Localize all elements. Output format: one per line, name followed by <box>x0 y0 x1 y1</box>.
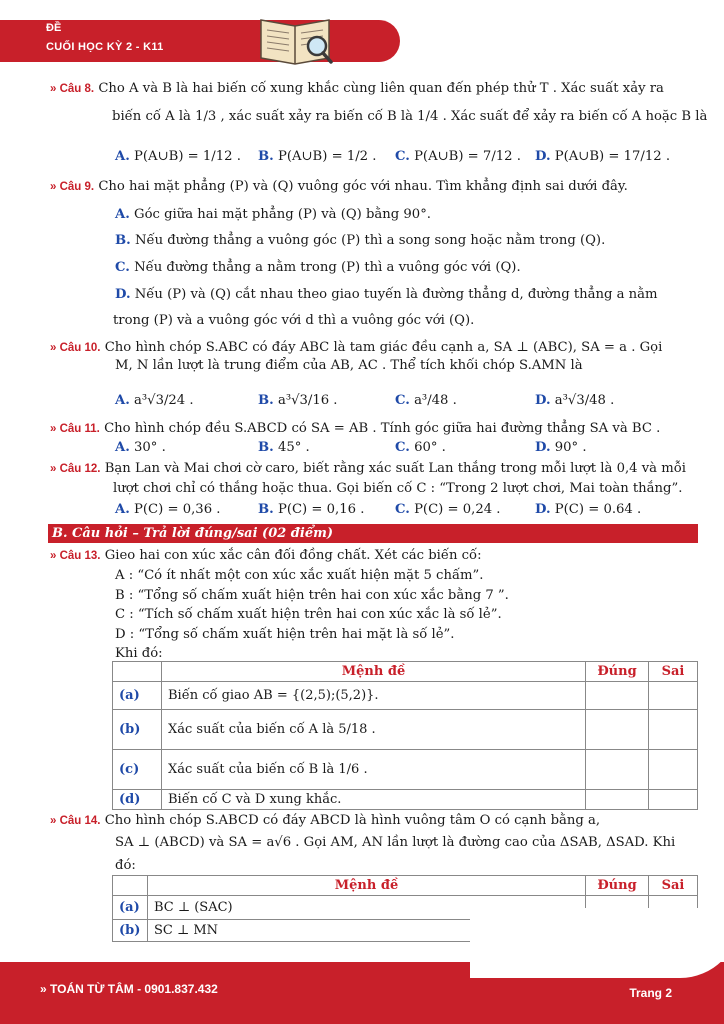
q9-option-c <box>115 257 521 278</box>
option-label: D. <box>535 502 551 517</box>
book-magnifier-icon <box>255 6 335 68</box>
option-text: P(A∪B) = 1/2 . <box>277 149 377 164</box>
option-text: P(C) = 0,24 . <box>414 502 501 517</box>
option-text: P(C) = 0,16 . <box>277 502 365 517</box>
q12-number: » Câu 12. <box>50 463 101 475</box>
q9-text: Cho hai mặt phẳng (P) và (Q) vuông góc với nhau. Tìm khẳng định sai dưới đây. <box>98 179 628 194</box>
option-text: 30° . <box>134 440 166 455</box>
q10-option-c <box>395 390 457 411</box>
option-text: P(C) = 0.64 . <box>554 502 642 517</box>
table-row <box>113 750 698 790</box>
option-label: D. <box>115 287 131 302</box>
header-line2: CUỐI HỌC KỲ 2 - K11 <box>46 41 164 53</box>
q12-text1: Bạn Lan và Mai chơi cờ caro, biết rằng xác suất Lan thắng trong mỗi lượt là 0,4 và mỗi <box>104 461 687 476</box>
option-label: B. <box>258 440 274 455</box>
q13-event-b: B : “Tổng số chấm xuất hiện trên hai con xúc xắc bằng 7 ”. <box>115 588 509 603</box>
option-label: C. <box>395 393 410 408</box>
row-label: (a) <box>113 682 162 710</box>
q13-number: » Câu 13. <box>50 550 101 562</box>
q11-option-d <box>535 437 587 458</box>
true-cell[interactable] <box>586 710 649 750</box>
q13-event-a: A : “Có ít nhất một con xúc xắc xuất hiện mặt 5 chấm”. <box>115 568 484 583</box>
q12-option-b <box>258 499 364 520</box>
option-label: D. <box>535 393 551 408</box>
true-cell[interactable] <box>586 790 649 810</box>
q12-text2: lượt chơi chỉ có thắng hoặc thua. Gọi biến cố C : “Trong 2 lượt chơi, Mai toàn thắng”. <box>113 481 683 496</box>
option-text: 60° . <box>414 440 446 455</box>
q11-option-b <box>258 437 310 458</box>
option-text: Góc giữa hai mặt phẳng (P) và (Q) bằng 90°. <box>134 207 431 222</box>
header-statement: Mệnh đề <box>162 662 586 682</box>
page-header <box>0 0 724 70</box>
q14-text3: đó: <box>115 858 136 873</box>
option-text: a³√3/24 . <box>134 393 194 408</box>
option-label: A. <box>115 149 130 164</box>
q8-option-d <box>535 146 670 167</box>
q13-stem <box>50 545 482 567</box>
row-statement: BC ⊥ (SAC) <box>148 896 586 920</box>
row-statement: Xác suất của biến cố A là 5/18 . <box>162 710 586 750</box>
table-header-row <box>113 876 698 896</box>
q10-option-b <box>258 390 338 411</box>
q14-number: » Câu 14. <box>50 815 101 827</box>
row-label: (a) <box>113 896 148 920</box>
header-true: Đúng <box>586 662 649 682</box>
false-cell[interactable] <box>649 710 698 750</box>
q12-option-c <box>395 499 501 520</box>
q13-truefalse-table <box>112 661 698 810</box>
option-text: Nếu đường thẳng a vuông góc (P) thì a song song hoặc nằm trong (Q). <box>134 233 606 248</box>
q12-line1 <box>50 458 686 480</box>
option-label: B. <box>115 233 131 248</box>
q9-option-d-cont: trong (P) và a vuông góc với d thì a vuông góc với (Q). <box>113 313 475 328</box>
q14-line1 <box>50 810 600 832</box>
option-text: P(C) = 0,36 . <box>134 502 221 517</box>
row-statement: SC ⊥ MN <box>148 920 586 942</box>
option-text: P(A∪B) = 17/12 . <box>554 149 671 164</box>
option-text: 45° . <box>277 440 310 455</box>
q8-option-a <box>115 146 241 167</box>
option-label: B. <box>258 149 274 164</box>
row-statement: Xác suất của biến cố B là 1/6 . <box>162 750 586 790</box>
option-text: 90° . <box>554 440 587 455</box>
q10-text1: Cho hình chóp S.ABC có đáy ABC là tam giác đều cạnh a, SA ⊥ (ABC), SA = a . Gọi <box>104 340 663 355</box>
table-row <box>113 710 698 750</box>
false-cell[interactable] <box>649 682 698 710</box>
table-row <box>113 682 698 710</box>
footer-brand: » TOÁN TỪ TÂM - 0901.837.432 <box>40 982 218 996</box>
false-cell[interactable] <box>649 750 698 790</box>
q10-option-d <box>535 390 614 411</box>
option-label: A. <box>115 207 130 222</box>
q8-text1: Cho A và B là hai biến cố xung khắc cùng liên quan đến phép thử T . Xác suất xảy ra <box>98 81 664 96</box>
true-cell[interactable] <box>586 750 649 790</box>
header-false: Sai <box>649 662 698 682</box>
option-label: C. <box>395 502 410 517</box>
row-statement: Biến cố C và D xung khắc. <box>162 790 586 810</box>
q12-option-d <box>535 499 641 520</box>
false-cell[interactable] <box>649 790 698 810</box>
header-false: Sai <box>649 876 698 896</box>
q8-text2: biến cố A là 1/3 , xác suất xảy ra biến cố B là 1/4 . Xác suất để xảy ra biến cố A hoặc B là <box>112 109 708 124</box>
q8-line1 <box>50 78 664 100</box>
section-b-heading: B. Câu hỏi – Trả lời đúng/sai (02 điểm) <box>48 524 698 543</box>
q13-event-d: D : “Tổng số chấm xuất hiện trên hai mặt là số lẻ”. <box>115 627 455 642</box>
q13-then: Khi đó: <box>115 646 163 661</box>
option-text: P(A∪B) = 1/12 . <box>134 149 241 164</box>
option-text: a³√3/48 . <box>554 393 615 408</box>
option-label: B. <box>258 393 274 408</box>
table-header-row <box>113 662 698 682</box>
header-statement: Mệnh đề <box>148 876 586 896</box>
option-text: Nếu (P) và (Q) cắt nhau theo giao tuyến là đường thẳng d, đường thẳng a nằm <box>134 287 658 302</box>
row-label: (b) <box>113 710 162 750</box>
option-label: C. <box>395 149 410 164</box>
footer-curve-decoration <box>470 908 724 978</box>
q11-text: Cho hình chóp đều S.ABCD có SA = AB . Tính góc giữa hai đường thẳng SA và BC . <box>104 421 661 436</box>
option-label: A. <box>115 393 130 408</box>
option-label: C. <box>115 260 130 275</box>
page-number: Trang 2 <box>629 986 672 1000</box>
header-line1: ĐỀ <box>46 22 62 34</box>
q11-option-a <box>115 437 166 458</box>
q11-number: » Câu 11. <box>50 423 100 435</box>
option-label: C. <box>395 440 410 455</box>
option-text: a³√3/16 . <box>277 393 338 408</box>
q14-text2: SA ⊥ (ABCD) và SA = a√6 . Gọi AM, AN lần lượt là đường cao của ΔSAB, ΔSAD. Khi <box>115 835 676 850</box>
option-text: Nếu đường thẳng a nằm trong (P) thì a vuông góc với (Q). <box>134 260 521 275</box>
q11-option-c <box>395 437 446 458</box>
option-label: D. <box>535 149 551 164</box>
q9-number: » Câu 9. <box>50 181 95 193</box>
row-label: (d) <box>113 790 162 810</box>
q10-text2: M, N lần lượt là trung điểm của AB, AC . Thể tích khối chóp S.AMN là <box>115 358 583 373</box>
option-text: a³/48 . <box>414 393 457 408</box>
q14-text1: Cho hình chóp S.ABCD có đáy ABCD là hình vuông tâm O có cạnh bằng a, <box>104 813 601 828</box>
q9-option-b <box>115 230 605 251</box>
row-statement: Biến cố giao AB = {(2,5);(5,2)}. <box>162 682 586 710</box>
q13-text: Gieo hai con xúc xắc cân đối đồng chất. Xét các biến cố: <box>104 548 482 563</box>
q9-option-d <box>115 284 658 305</box>
header-true: Đúng <box>586 876 649 896</box>
option-label: B. <box>258 502 274 517</box>
q10-number: » Câu 10. <box>50 342 101 354</box>
option-label: D. <box>535 440 551 455</box>
option-label: A. <box>115 440 130 455</box>
q13-event-c: C : “Tích số chấm xuất hiện trên hai con xúc xắc là số lẻ”. <box>115 607 502 622</box>
q9-option-a <box>115 204 431 225</box>
q12-option-a <box>115 499 220 520</box>
option-text: P(A∪B) = 7/12 . <box>414 149 521 164</box>
row-label: (b) <box>113 920 148 942</box>
q10-option-a <box>115 390 194 411</box>
q8-option-c <box>395 146 521 167</box>
q8-number: » Câu 8. <box>50 83 95 95</box>
q9-stem <box>50 176 628 198</box>
true-cell[interactable] <box>586 682 649 710</box>
row-label: (c) <box>113 750 162 790</box>
option-label: A. <box>115 502 130 517</box>
q8-option-b <box>258 146 376 167</box>
table-row <box>113 790 698 810</box>
